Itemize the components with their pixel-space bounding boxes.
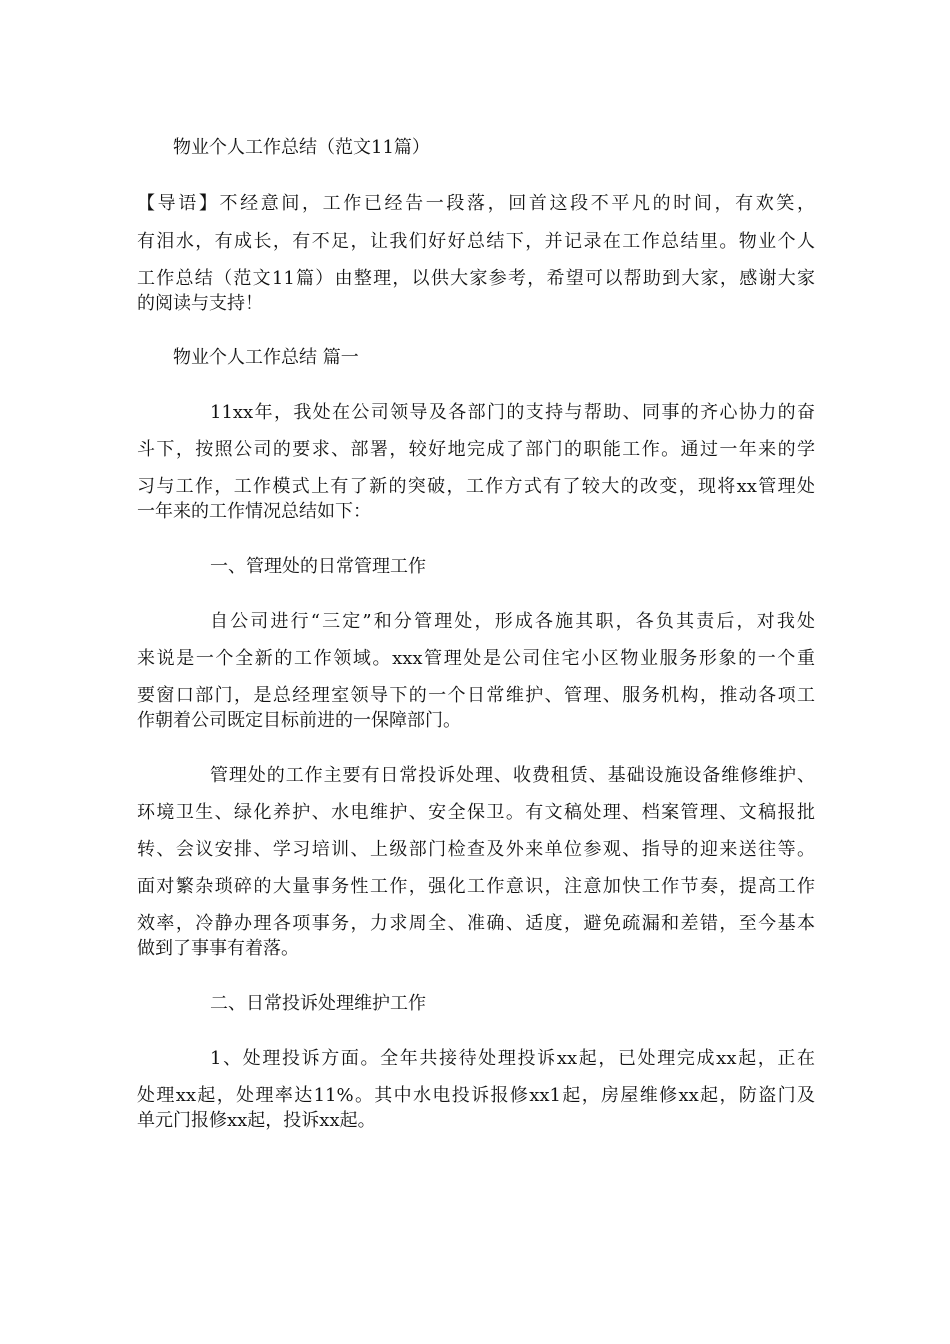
paragraph-line: 自公司进行“三定”和分管理处，形成各施其职，各负其责后，对我处 (210, 611, 815, 632)
paragraph-line: 单元门报修xx起，投诉xx起。 (137, 1110, 376, 1131)
paragraph-line: 11xx年，我处在公司领导及各部门的支持与帮助、同事的齐心协力的奋 (210, 402, 815, 423)
intro-line: 【导语】不经意间，工作已经告一段落，回首这段不平凡的时间，有欢笑， (137, 193, 815, 214)
heading: 一、管理处的日常管理工作 (210, 556, 426, 577)
document-title: 物业个人工作总结（范文11篇） (173, 137, 430, 158)
paragraph-line: 1、处理投诉方面。全年共接待处理投诉xx起，已处理完成xx起，正在 (210, 1048, 815, 1069)
paragraph-line: 习与工作，工作模式上有了新的突破，工作方式有了较大的改变，现将xx管理处 (137, 476, 815, 497)
heading: 二、日常投诉处理维护工作 (210, 993, 426, 1014)
intro-line: 有泪水，有成长，有不足，让我们好好总结下，并记录在工作总结里。物业个人 (137, 231, 815, 252)
intro-line: 工作总结（范文11篇）由整理，以供大家参考，希望可以帮助到大家，感谢大家 (137, 268, 815, 289)
paragraph-line: 转、会议安排、学习培训、上级部门检查及外来单位参观、指导的迎来送往等。 (137, 839, 815, 860)
paragraph-line: 处理xx起，处理率达11%。其中水电投诉报修xx1起，房屋维修xx起，防盗门及 (137, 1085, 815, 1106)
section-title: 物业个人工作总结 篇一 (173, 347, 359, 368)
paragraph-line: 效率，冷静办理各项事务，力求周全、准确、适度，避免疏漏和差错，至今基本 (137, 913, 815, 934)
paragraph-line: 一年来的工作情况总结如下： (137, 501, 371, 522)
paragraph-line: 作朝着公司既定目标前进的一保障部门。 (137, 710, 461, 731)
paragraph-line: 要窗口部门，是总经理室领导下的一个日常维护、管理、服务机构，推动各项工 (137, 685, 815, 706)
paragraph-line: 环境卫生、绿化养护、水电维护、安全保卫。有文稿处理、档案管理、文稿报批 (137, 802, 815, 823)
paragraph-line: 做到了事事有着落。 (137, 938, 299, 959)
paragraph-line: 斗下，按照公司的要求、部署，较好地完成了部门的职能工作。通过一年来的学 (137, 439, 815, 460)
intro-line: 的阅读与支持！ (137, 293, 263, 314)
paragraph-line: 管理处的工作主要有日常投诉处理、收费租赁、基础设施设备维修维护、 (210, 765, 815, 786)
paragraph-line: 来说是一个全新的工作领域。xxx管理处是公司住宅小区物业服务形象的一个重 (137, 648, 815, 669)
paragraph-line: 面对繁杂琐碎的大量事务性工作，强化工作意识，注意加快工作节奏，提高工作 (137, 876, 815, 897)
